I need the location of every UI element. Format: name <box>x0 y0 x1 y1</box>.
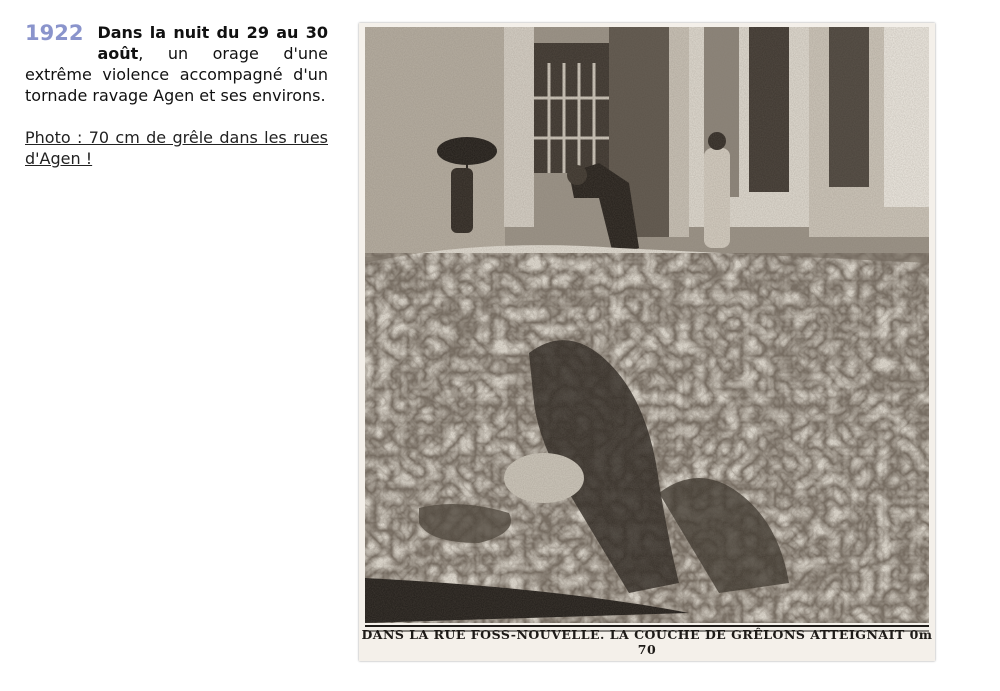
hail-photo-image <box>359 23 935 661</box>
photo-caption-link[interactable]: Photo : 70 cm de grêle dans les rues d'Agen ! <box>25 128 328 168</box>
hail-photo <box>359 23 935 661</box>
lead-bold-text: Dans la nuit du 29 au 30 août <box>97 23 328 63</box>
article-text <box>25 22 328 169</box>
lead-rest-text: , un orage d'une extrême violence accompagné d'un tornade ravage Agen et ses environs. <box>25 44 328 105</box>
photo-caption: DANS LA RUE FOSS-NOUVELLE. LA COUCHE DE GRÊLONS ATTEIGNAIT 0m 70 <box>361 627 933 657</box>
year-label: 1922 <box>25 21 84 45</box>
